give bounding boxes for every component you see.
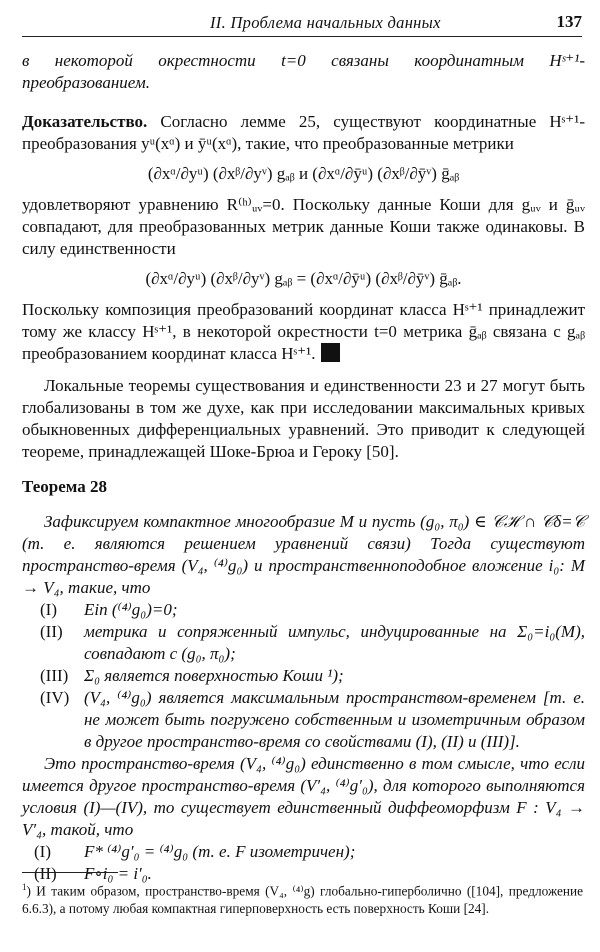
theorem-conditions (22, 599, 585, 753)
proof-text-3: Поскольку композиция преобразований координат класса Hˢ⁺¹ принадлежит тому же классу Hˢ⁺¹, в некоторой окрестности t=0 метрика ḡₐᵦ связана с gₐᵦ преобразованием координат класса Hˢ⁺¹. (22, 300, 585, 363)
condition-number: (III) (40, 666, 69, 685)
theorem-heading: Теорема 28 (22, 477, 107, 496)
header-rule (22, 36, 582, 37)
footnote-rule (22, 872, 118, 873)
equation-2: (∂xᵅ/∂yᵘ) (∂xᵝ/∂yᵛ) gₐᵦ = (∂xᵅ/∂ȳᵘ) (∂xᵝ/∂ȳᵛ) ḡₐᵦ. (145, 269, 462, 288)
condition-text: F* ⁽⁴⁾g′₀ = ⁽⁴⁾g₀ (т. е. F изометричен); (84, 842, 356, 861)
condition-number: (I) (40, 600, 57, 619)
proof-paragraph (22, 111, 585, 155)
condition-text: F∘i₀ = i′₀. (84, 864, 152, 883)
globalization-paragraph: Локальные теоремы существования и единственности 23 и 27 могут быть глобализованы в том же духе, как при исследовании максимальных кривых обыкновенных дифференциальных уравнений. Это приводит к следующей теореме, принадлежащей Шоке-Брюа и Героку [50]. (22, 376, 585, 461)
condition-item (22, 599, 585, 621)
condition-text: метрика и сопряженный импульс, индуцированные на Σ₀=i₀(M), совпадают с (g₀, π₀); (84, 622, 585, 663)
running-title: II. Проблема начальных данных (210, 13, 441, 32)
lemma-ending: в некоторой окрестности t=0 связаны координатным Hˢ⁺¹-преобразованием. (22, 51, 585, 92)
proof-label: Доказательство. (22, 112, 148, 131)
page-header (22, 8, 582, 38)
theorem-statement: Зафиксируем компактное многообразие M и пусть (g₀, π₀) ∈ 𝒞ℋ ∩ 𝒞δ=𝒞 (т. е. являются решением уравнений связи) Тогда существуют пространство-время (V₄, ⁽⁴⁾g₀) и пространственноподобное вложение i₀: M → V₄, такие, что (22, 512, 585, 597)
proof-paragraph-2: удовлетворяют уравнению R⁽ʰ⁾ᵤᵥ=0. Поскольку данные Коши для gᵤᵥ и ḡᵤᵥ совпадают, для преобразованных метрик данные Коши также одинаковы. В силу единственности (22, 195, 585, 258)
condition-item (22, 665, 585, 687)
equation-1: (∂xᵅ/∂yᵘ) (∂xᵝ/∂yᵛ) gₐᵦ и (∂xᵅ/∂ȳᵘ) (∂xᵝ/∂ȳᵛ) ḡₐᵦ (147, 164, 460, 183)
proof-text: Согласно лемме 25, существуют координатные Hˢ⁺¹-преобразования yᵘ(xᵅ) и ȳᵘ(xᵅ), такие, что преобразованные метрики (22, 112, 585, 153)
condition-number: (IV) (40, 688, 70, 707)
condition-item (22, 687, 585, 753)
qed-square-icon (321, 343, 340, 362)
footnote-text: ) И таким образом, пространство-время (V₄, ⁽⁴⁾g) глобально-гиперболично ([104], предложение 6.6.3), а потому любая компактная гиперповерхность есть поверхность Коши [24]. (22, 883, 583, 917)
condition-number: (II) (40, 622, 63, 641)
page-number: 137 (556, 12, 582, 31)
page-body (22, 50, 585, 885)
condition-text: Ein (⁽⁴⁾g₀)=0; (84, 600, 178, 619)
condition-number: (I) (34, 842, 51, 861)
isometry-item (22, 841, 585, 863)
proof-paragraph-3 (22, 299, 585, 365)
footnote (22, 878, 583, 918)
condition-number: (II) (34, 864, 57, 883)
condition-item (22, 621, 585, 665)
condition-text: Σ₀ является поверхностью Коши ¹); (84, 666, 344, 685)
uniqueness-statement: Это пространство-время (V₄, ⁽⁴⁾g₀) единственно в том смысле, что если имеется другое пространство-время (V′₄, ⁽⁴⁾g′₀), для которого выполняются условия (I)—(IV), то существует единственный диффеоморфизм F : V₄ → V′₄, такой, что (22, 754, 585, 839)
condition-text: (V₄, ⁽⁴⁾g₀) является максимальным пространством-временем [т. е. не может быть погружено собственным и изометричным образом в другое пространство-время со свойствами (I), (II) и (III)]. (84, 688, 585, 751)
footnote-marker: 1 (22, 882, 27, 892)
